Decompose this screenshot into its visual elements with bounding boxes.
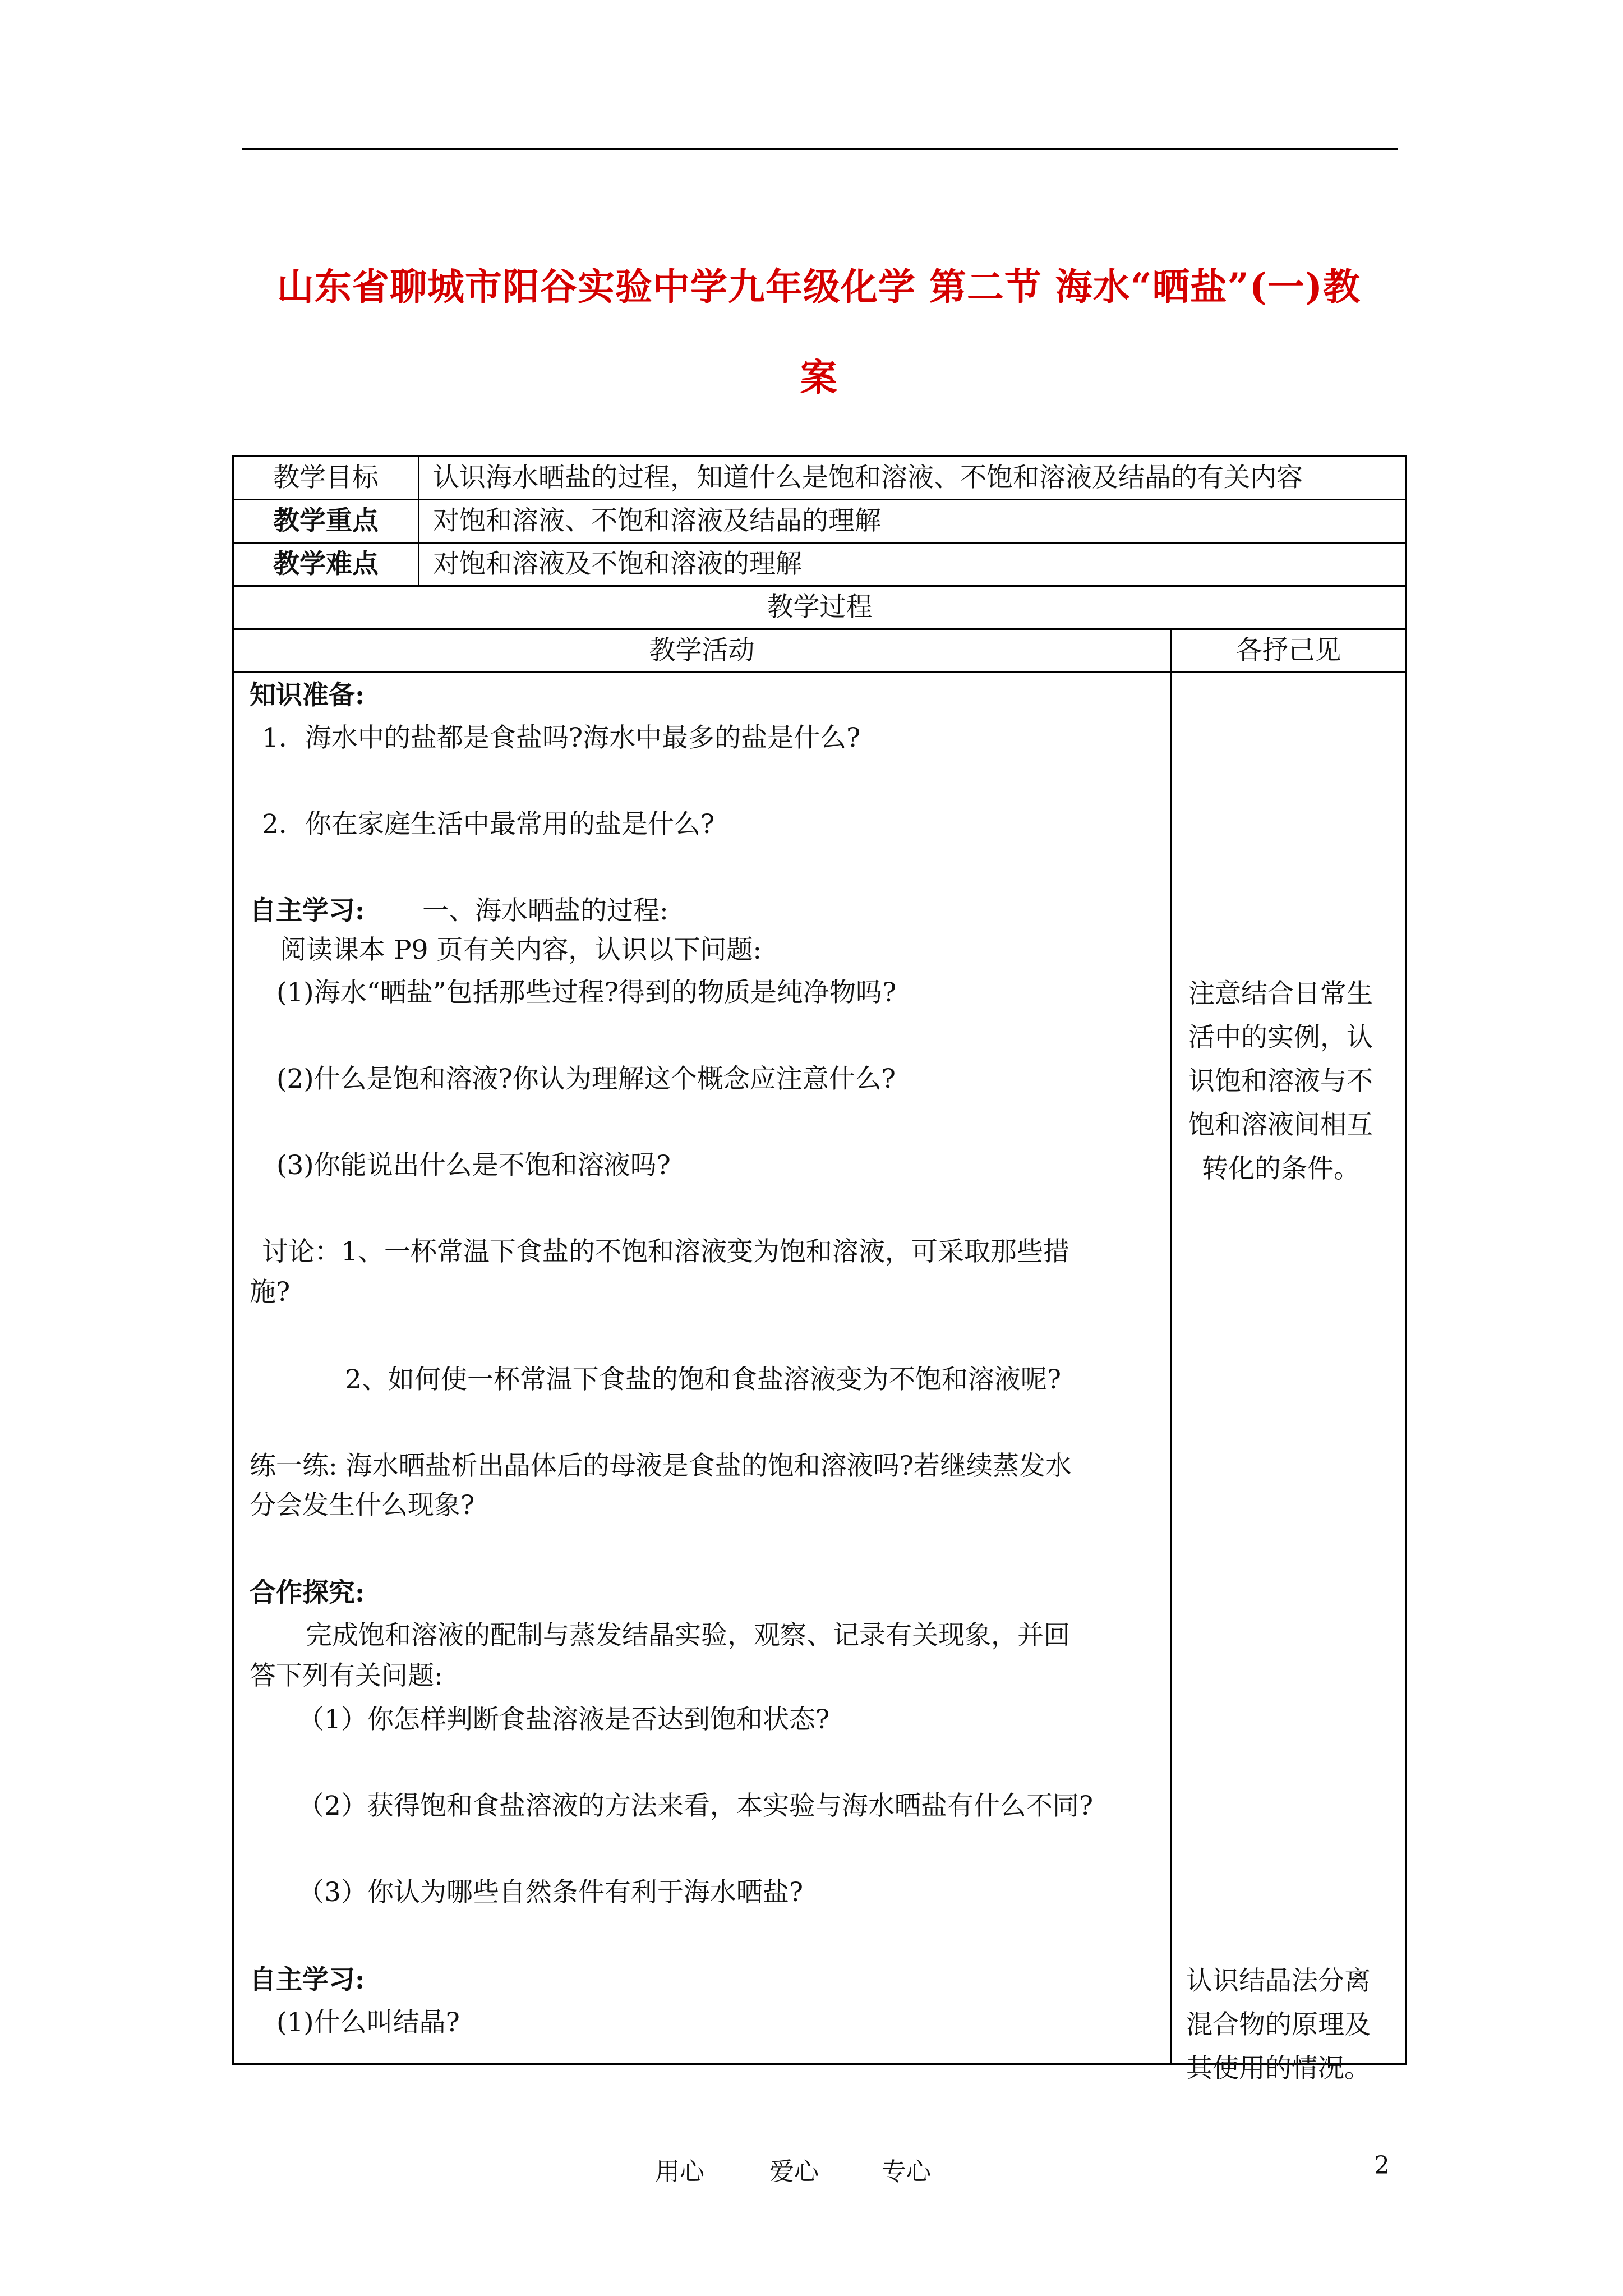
note-1-line-5: 转化的条件。 [1202, 1153, 1360, 1184]
prep-question-2: 2．你在家庭生活中最常用的盐是什么? [262, 809, 715, 840]
prep-heading: 知识准备: [250, 680, 365, 711]
discussion-1-line-1: 讨论：1、一杯常温下食盐的不饱和溶液变为饱和溶液，可采取那些措 [262, 1236, 1069, 1267]
note-1-line-1: 注意结合日常生 [1188, 978, 1373, 1009]
note-2-line-2: 混合物的原理及 [1186, 2009, 1371, 2040]
difficulty-value: 对饱和溶液及不饱和溶液的理解 [419, 543, 1407, 586]
notes-header: 各抒己见 [1171, 629, 1407, 673]
key-point-value: 对饱和溶液、不饱和溶液及结晶的理解 [419, 500, 1407, 543]
note-1-line-4: 饱和溶液间相互 [1188, 1110, 1373, 1140]
goal-label: 教学目标 [233, 457, 419, 500]
title-line-2: 案 [800, 356, 838, 399]
discussion-1-line-2: 施? [250, 1277, 291, 1308]
question-3: (3)你能说出什么是不饱和溶液吗? [276, 1150, 671, 1181]
footer-text-1: 用心 [655, 2157, 704, 2186]
footer-text-3: 专心 [882, 2157, 931, 2186]
process-header: 教学过程 [233, 586, 1407, 629]
cooperation-question-3: （3）你认为哪些自然条件有利于海水晒盐? [298, 1877, 804, 1908]
footer-text-2: 爱心 [769, 2157, 819, 2186]
note-2-line-1: 认识结晶法分离 [1186, 1966, 1371, 1996]
difficulty-row [233, 543, 1407, 586]
note-1-line-2: 活中的实例，认 [1188, 1022, 1373, 1053]
cooperation-line-2: 答下列有关问题: [250, 1660, 443, 1691]
goal-row [233, 457, 1407, 500]
process-header-row [233, 586, 1407, 629]
note-1-line-3: 识饱和溶液与不 [1188, 1066, 1373, 1097]
self-study-2-heading: 自主学习: [250, 1964, 365, 1995]
column-header-row [233, 629, 1407, 673]
document-title [236, 241, 1402, 423]
prep-question-1: 1．海水中的盐都是食盐吗?海水中最多的盐是什么? [262, 723, 861, 753]
lesson-plan-table [232, 455, 1407, 2084]
question-1: (1)海水“晒盐”包括那些过程?得到的物质是纯净物吗? [276, 977, 897, 1008]
note-2-line-3: 其使用的情况。 [1186, 2053, 1371, 2084]
key-point-label: 教学重点 [233, 500, 419, 543]
discussion-2: 2、如何使一杯常温下食盐的饱和食盐溶液变为不饱和溶液呢? [345, 1364, 1062, 1395]
cooperation-line-1: 完成饱和溶液的配制与蒸发结晶实验，观察、记录有关现象，并回 [306, 1620, 1070, 1651]
content-row [233, 673, 1407, 2064]
header-rule [242, 148, 1398, 150]
activity-cell [233, 673, 1171, 2064]
reading-instruction: 阅读课本 P9 页有关内容，认识以下问题: [280, 935, 762, 965]
key-point-row [233, 500, 1407, 543]
page-number: 2 [1374, 2151, 1390, 2180]
self-study-2-question-1: (1)什么叫结晶? [276, 2007, 460, 2038]
goal-value: 认识海水晒盐的过程，知道什么是饱和溶液、不饱和溶液及结晶的有关内容 [419, 457, 1407, 500]
activity-header: 教学活动 [233, 629, 1171, 673]
practice-line-1: 练一练: 海水晒盐析出晶体后的母液是食盐的饱和溶液吗?若继续蒸发水 [250, 1451, 1072, 1481]
cooperation-question-1: （1）你怎样判断食盐溶液是否达到饱和状态? [298, 1704, 830, 1735]
self-study-heading: 自主学习: [250, 895, 365, 926]
title-line-1: 山东省聊城市阳谷实验中学九年级化学 第二节 海水“晒盐”(一)教 [276, 265, 1361, 309]
cooperation-heading: 合作探究: [250, 1577, 365, 1608]
self-study-topic: 一、海水晒盐的过程: [422, 895, 668, 926]
difficulty-label: 教学难点 [233, 543, 419, 586]
cooperation-question-2: （2）获得饱和食盐溶液的方法来看，本实验与海水晒盐有什么不同? [298, 1791, 1094, 1821]
practice-line-2: 分会发生什么现象? [250, 1490, 475, 1521]
question-2: (2)什么是饱和溶液?你认为理解这个概念应注意什么? [276, 1064, 896, 1094]
notes-cell [1171, 673, 1407, 2084]
